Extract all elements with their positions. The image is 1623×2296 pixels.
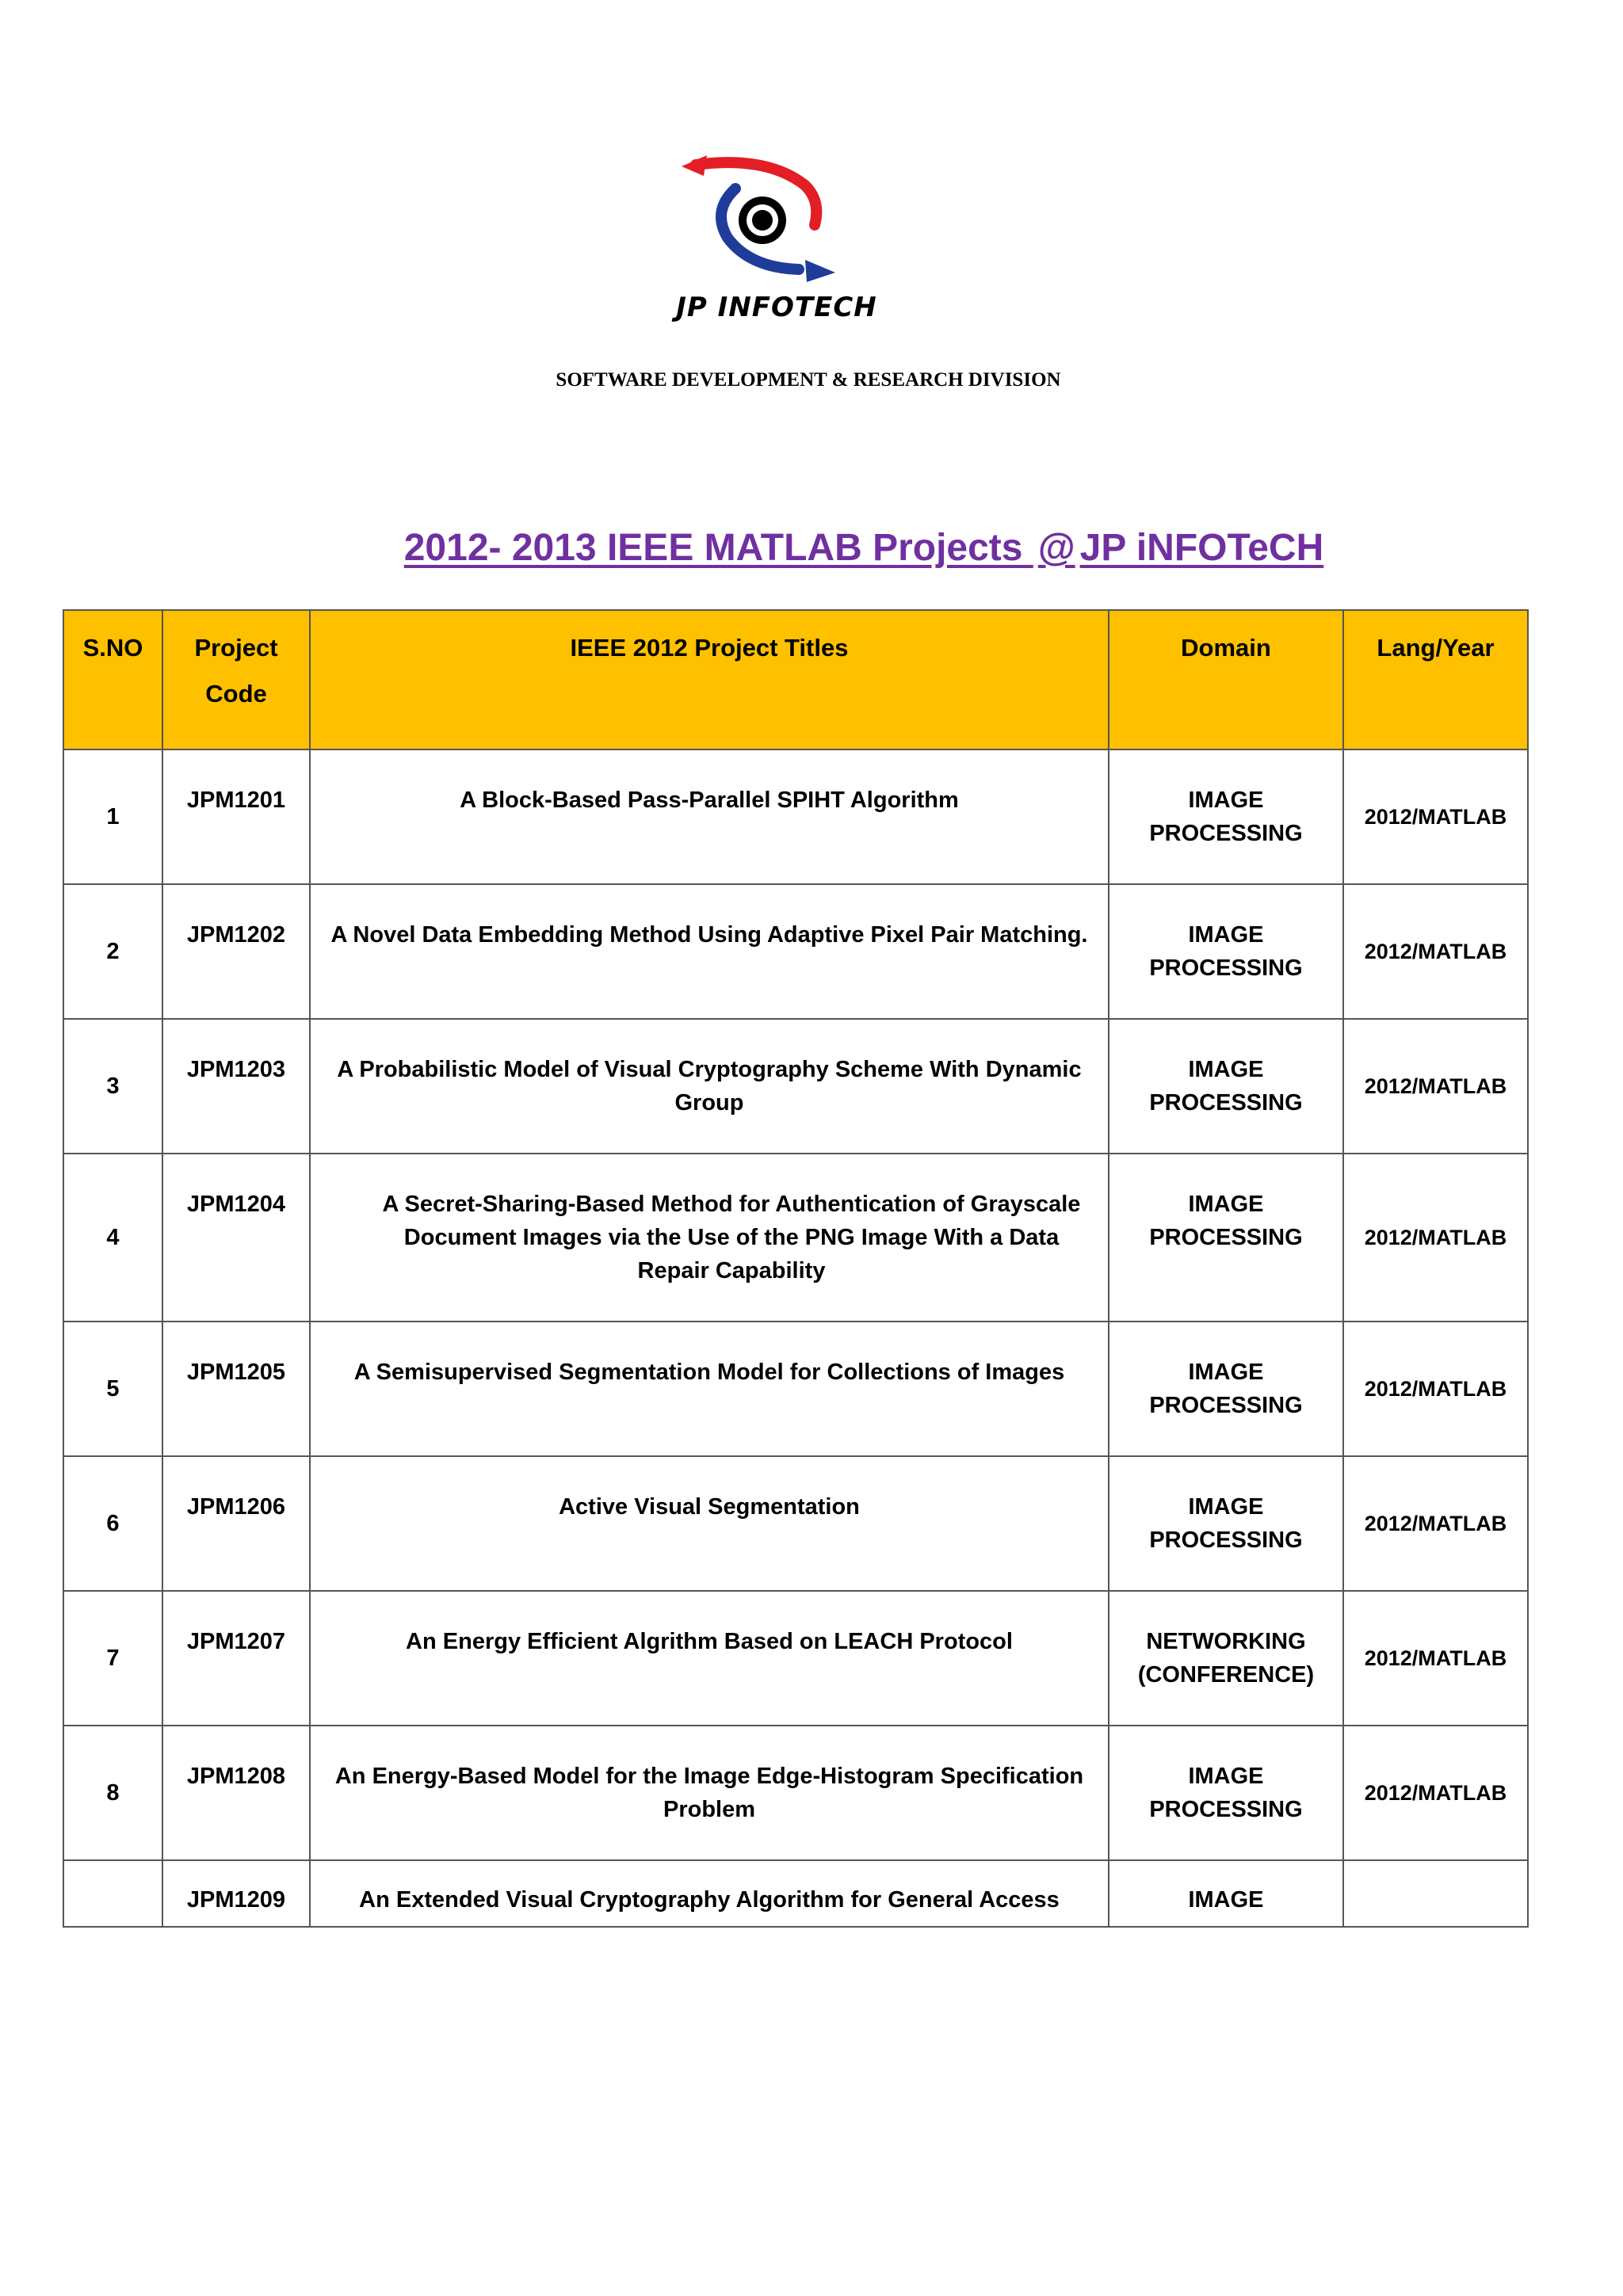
cell-code: JPM1204 [162, 1154, 310, 1322]
table-row [63, 1322, 1528, 1456]
cell-title: A Novel Data Embedding Method Using Adaptive Pixel Pair Matching. [310, 884, 1109, 1019]
table-row [63, 1860, 1528, 1927]
table-row [63, 884, 1528, 1019]
table-row [63, 1019, 1528, 1154]
cell-sno: 1 [63, 749, 162, 884]
cell-domain: IMAGE PROCESSING [1109, 1726, 1343, 1860]
col-header-sno: S.NO [63, 610, 162, 749]
cell-domain: IMAGE PROCESSING [1109, 1456, 1343, 1591]
cell-sno: 3 [63, 1019, 162, 1154]
cell-sno: 6 [63, 1456, 162, 1591]
cell-lang: 2012/MATLAB [1343, 1591, 1528, 1726]
table-row [63, 1591, 1528, 1726]
cell-title: Active Visual Segmentation [310, 1456, 1109, 1591]
col-header-code-line2: Code [205, 680, 267, 707]
logo-red-arrowhead [682, 155, 707, 176]
page-title [238, 526, 1490, 570]
table-row [63, 749, 1528, 884]
col-header-lang: Lang/Year [1343, 610, 1528, 749]
logo-blue-arrowhead [805, 260, 835, 282]
table-header-row [63, 610, 1528, 749]
cell-lang: 2012/MATLAB [1343, 884, 1528, 1019]
cell-domain: IMAGE PROCESSING [1109, 884, 1343, 1019]
cell-code: JPM1202 [162, 884, 310, 1019]
cell-domain: IMAGE PROCESSING [1109, 1154, 1343, 1322]
cell-lang: 2012/MATLAB [1343, 749, 1528, 884]
cell-code: JPM1203 [162, 1019, 310, 1154]
cell-title: An Extended Visual Cryptography Algorithm for General Access [310, 1860, 1109, 1927]
cell-domain: NETWORKING (CONFERENCE) [1109, 1591, 1343, 1726]
table-row [63, 1154, 1528, 1322]
cell-sno [63, 1860, 162, 1927]
cell-lang: 2012/MATLAB [1343, 1456, 1528, 1591]
cell-code: JPM1209 [162, 1860, 310, 1927]
cell-code: JPM1208 [162, 1726, 310, 1860]
cell-code: JPM1207 [162, 1591, 310, 1726]
cell-code: JPM1206 [162, 1456, 310, 1591]
title-part-1: 2012- 2013 IEEE MATLAB Projects [403, 527, 1033, 569]
cell-lang: 2012/MATLAB [1343, 1322, 1528, 1456]
division-subtitle: SOFTWARE DEVELOPMENT & RESEARCH DIVISION [556, 369, 1061, 391]
logo-eye-pupil [752, 210, 773, 231]
table-row [63, 1456, 1528, 1591]
cell-domain: IMAGE PROCESSING [1109, 749, 1343, 884]
cell-domain: IMAGE PROCESSING [1109, 1019, 1343, 1154]
title-at: @ [1037, 527, 1075, 569]
cell-sno: 7 [63, 1591, 162, 1726]
cell-code: JPM1205 [162, 1322, 310, 1456]
col-header-title: IEEE 2012 Project Titles [310, 610, 1109, 749]
cell-sno: 8 [63, 1726, 162, 1860]
cell-title: An Energy-Based Model for the Image Edge-Histogram Specification Problem [310, 1726, 1109, 1860]
col-header-project-code [162, 610, 310, 749]
cell-title: A Secret-Sharing-Based Method for Authentication of Grayscale Document Images via the Use of the PNG Image With a Data Repair Capability [310, 1154, 1109, 1322]
cell-lang: 2012/MATLAB [1343, 1154, 1528, 1322]
brand-name: JP INFOTECH [676, 292, 877, 323]
cell-lang: 2012/MATLAB [1343, 1726, 1528, 1860]
cell-domain: IMAGE PROCESSING [1109, 1322, 1343, 1456]
table-row [63, 1726, 1528, 1860]
cell-title: A Block-Based Pass-Parallel SPIHT Algorithm [310, 749, 1109, 884]
jp-infotech-logo [680, 155, 886, 282]
cell-lang [1343, 1860, 1528, 1927]
col-header-domain: Domain [1109, 610, 1343, 749]
cell-sno: 5 [63, 1322, 162, 1456]
cell-title: A Probabilistic Model of Visual Cryptography Scheme With Dynamic Group [310, 1019, 1109, 1154]
cell-domain: IMAGE [1109, 1860, 1343, 1927]
cell-title: A Semisupervised Segmentation Model for Collections of Images [310, 1322, 1109, 1456]
cell-title: An Energy Efficient Algrithm Based on LEACH Protocol [310, 1591, 1109, 1726]
cell-sno: 4 [63, 1154, 162, 1322]
col-header-code-line1: Project [194, 634, 278, 662]
cell-sno: 2 [63, 884, 162, 1019]
cell-code: JPM1201 [162, 749, 310, 884]
title-part-2: JP iNFOTeCH [1079, 527, 1324, 569]
projects-table [63, 609, 1529, 1928]
cell-lang: 2012/MATLAB [1343, 1019, 1528, 1154]
